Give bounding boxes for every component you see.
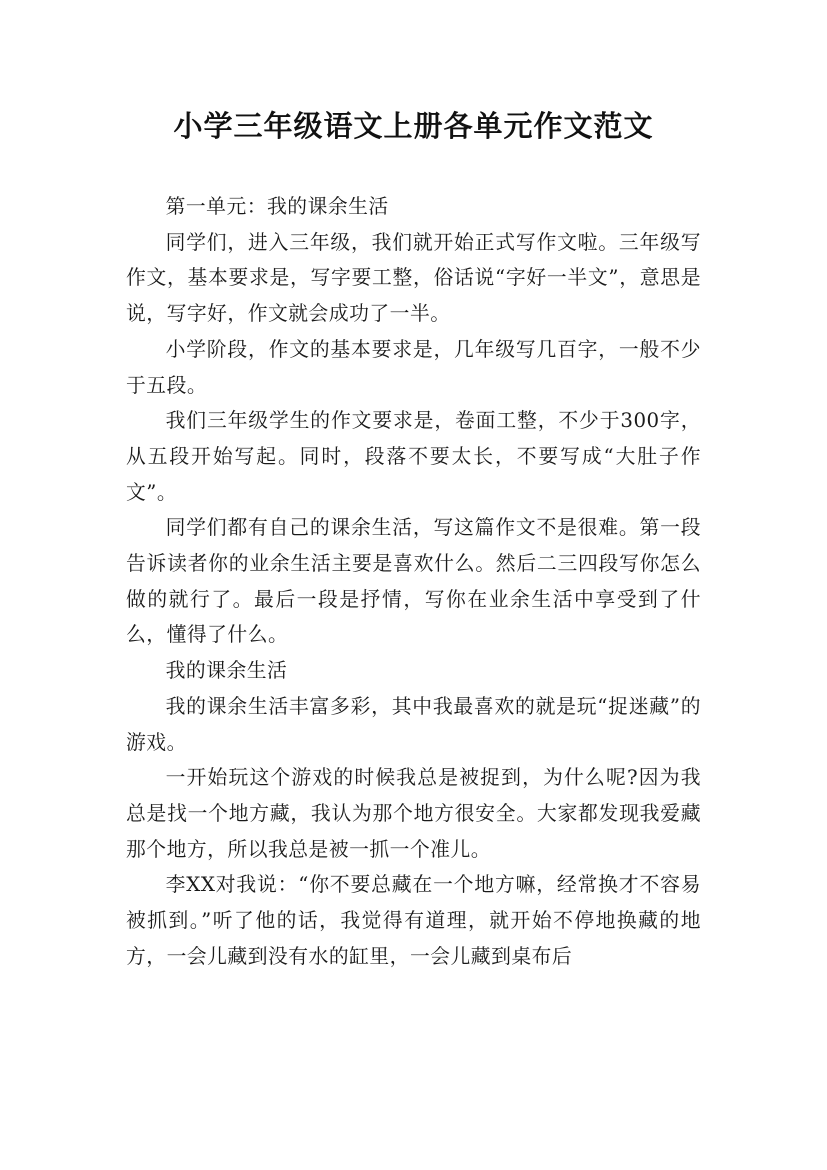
document-title: 小学三年级语文上册各单元作文范文 <box>173 109 654 143</box>
document-body <box>126 189 701 974</box>
essay-title: 我的课余生活 <box>165 659 288 683</box>
paragraph: 我们三年级学生的作文要求是，卷面工整，不少于300字，从五段开始写起。同时，段落不要太长，不要写成“大肚子作文”。 <box>126 409 701 504</box>
paragraph: 我的课余生活丰富多彩，其中我最喜欢的就是玩“捉迷藏”的游戏。 <box>126 694 701 754</box>
paragraph: 同学们，进入三年级，我们就开始正式写作文啦。三年级写作文，基本要求是，写字要工整，俗话说“字好一半文”，意思是说，写字好，作文就会成功了一半。 <box>126 230 701 326</box>
paragraph: 同学们都有自己的课余生活，写这篇作文不是很难。第一段告诉读者你的业余生活主要是喜欢什么。然后二三四段写你怎么做的就行了。最后一段是抒情，写你在业余生活中享受到了什么，懂得了什么。 <box>126 516 701 647</box>
paragraph: 小学阶段，作文的基本要求是，几年级写几百字，一般不少于五段。 <box>126 337 701 397</box>
paragraph: 李XX对我说：“你不要总藏在一个地方嘛，经常换才不容易被抓到。”听了他的话，我觉得有道理，就开始不停地换藏的地方，一会儿藏到没有水的缸里，一会儿藏到桌布后 <box>126 873 701 968</box>
paragraph-unit-heading: 第一单元：我的课余生活 <box>165 195 389 218</box>
paragraph: 一开始玩这个游戏的时候我总是被捉到，为什么呢?因为我总是找一个地方藏，我认为那个地方很安全。大家都发现我爱藏那个地方，所以我总是被一抓一个准儿。 <box>126 766 701 861</box>
